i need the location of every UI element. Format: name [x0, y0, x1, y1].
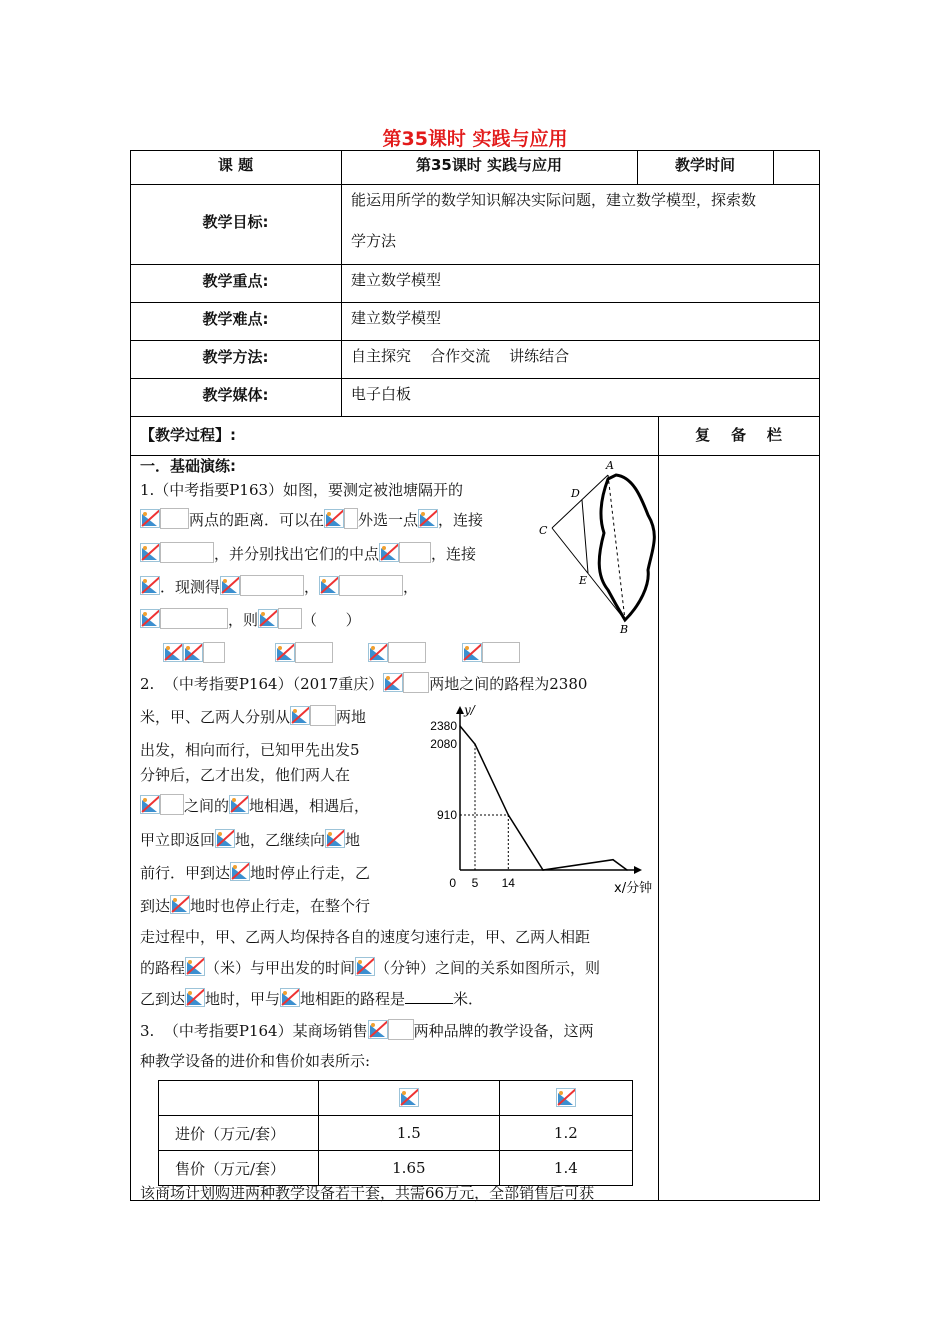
label-e: E — [579, 574, 588, 587]
q2-line2: 米，甲、乙两人分别从 两地 — [140, 701, 366, 734]
q2-line9: 走过程中，甲、乙两人均保持各自的速度匀速行走，甲、乙两人相距 — [140, 928, 591, 946]
formula-image-icon — [140, 509, 160, 528]
table-rule — [341, 150, 342, 416]
segment-ab — [608, 475, 625, 620]
label-c: C — [539, 524, 548, 537]
q2-line3: 出发，相向而行，已知甲先出发5 — [140, 741, 360, 759]
y-axis-arrow — [456, 706, 464, 714]
method-label: 教学方法: — [202, 348, 269, 366]
formula-image-icon — [140, 795, 160, 814]
formula-image-icon — [258, 609, 278, 628]
formula-image-icon — [140, 543, 160, 562]
segment-de — [582, 500, 588, 573]
formula-image-icon — [280, 988, 300, 1007]
formula-image-icon — [140, 609, 160, 628]
q3-line2: 种教学设备的进价和售价如表所示: — [140, 1052, 371, 1070]
q3-line1: 3. （中考指要P164）某商场销售 两种品牌的教学设备，这两 — [140, 1015, 594, 1048]
table-rule — [130, 264, 820, 265]
key-point-label: 教学重点: — [202, 272, 269, 290]
side-heading: 复 备 栏 — [695, 426, 782, 444]
formula-image-icon — [229, 795, 249, 814]
goal-value-line1: 能运用所学的数学知识解决实际问题，建立数学模型，探索数 — [351, 191, 757, 209]
cell-value: 1.65 — [319, 1151, 500, 1186]
data-point — [612, 859, 614, 861]
formula-image-icon — [556, 1088, 576, 1107]
option-b-image-icon — [275, 643, 295, 662]
option-d-image-icon — [462, 643, 482, 662]
table-corner-cell — [159, 1081, 319, 1116]
formula-image-icon — [215, 829, 235, 848]
formula-image-icon — [290, 706, 310, 725]
goal-label: 教学目标: — [202, 213, 269, 231]
formula-image-icon — [399, 1088, 419, 1107]
subject-label: 课 题 — [217, 156, 254, 174]
answer-blank[interactable] — [405, 989, 453, 1004]
media-value: 电子白板 — [351, 385, 412, 403]
q2-line5: 之间的 地相遇，相遇后， — [140, 790, 369, 823]
data-point — [542, 869, 544, 871]
option-c-image-icon — [368, 643, 388, 662]
option-a-image-icon — [163, 643, 183, 662]
key-point-value: 建立数学模型 — [351, 271, 442, 289]
brand-b-header — [499, 1081, 632, 1116]
table-rule — [130, 378, 820, 379]
formula-image-icon — [324, 509, 344, 528]
y-tick-label: 910 — [436, 807, 457, 822]
label-d: D — [571, 487, 580, 500]
formula-image-icon — [368, 1020, 388, 1039]
media-label: 教学媒体: — [202, 386, 269, 404]
q2-line1: 2. （中考指要P164）（2017重庆） 两地之间的路程为2380 — [140, 668, 587, 701]
x-tick-label: 14 — [501, 876, 515, 890]
formula-image-icon — [220, 576, 240, 595]
section-heading: 一．基础演练: — [140, 457, 236, 475]
formula-image-icon — [319, 576, 339, 595]
cell-value: 1.5 — [319, 1116, 500, 1151]
formula-image-icon — [325, 829, 345, 848]
table-rule — [130, 302, 820, 303]
formula-image-icon — [185, 988, 205, 1007]
formula-image-icon — [170, 895, 190, 914]
data-point — [626, 869, 628, 871]
table-header-row — [159, 1081, 633, 1116]
label-a: A — [606, 459, 614, 472]
cell-value: 1.4 — [499, 1151, 632, 1186]
y-axis-label: y/ — [464, 703, 475, 717]
q1-line4: ．现测得 ， ， — [140, 571, 418, 604]
label-b: B — [620, 623, 629, 636]
table-rule — [130, 340, 820, 341]
x-axis-arrow — [634, 866, 642, 874]
formula-image-icon — [355, 957, 375, 976]
origin-label: 0 — [449, 876, 456, 890]
q1-options — [163, 638, 520, 671]
formula-image-icon — [418, 509, 438, 528]
distance-time-chart — [422, 702, 658, 896]
table-border — [130, 150, 820, 151]
row-label: 进价（万元/套） — [159, 1116, 319, 1151]
q3-line3: 该商场计划购进两种教学设备若干套，共需66万元，全部销售后可获 — [140, 1184, 595, 1202]
q2-line6: 甲立即返回 地，乙继续向 地 — [140, 831, 361, 849]
table-border — [819, 150, 820, 1200]
time-label: 教学时间 — [674, 156, 735, 174]
subject-value: 第35课时 实践与应用 — [415, 156, 563, 174]
goal-value-line2: 学方法 — [351, 232, 397, 250]
table-rule — [130, 184, 820, 185]
segment-cb — [552, 528, 625, 620]
q2-line8: 到达 地时也停止行走，在整个行 — [140, 897, 371, 915]
pond-figure — [530, 455, 660, 637]
y-tick-label: 2380 — [430, 719, 457, 734]
q1-line2: 两点的距离．可以在 外选一点 ，连接 — [140, 504, 483, 537]
cell-value: 1.2 — [499, 1116, 632, 1151]
y-tick-label: 2080 — [430, 737, 457, 752]
q2-line11: 乙到达 地时，甲与 地相距的路程是 米． — [140, 990, 484, 1008]
difficulty-label: 教学难点: — [202, 310, 269, 328]
q1-line5: ，则 （ ） — [140, 604, 361, 637]
table-row — [159, 1116, 633, 1151]
segment-ca — [552, 475, 608, 528]
formula-image-icon — [140, 576, 160, 595]
process-heading: 【教学过程】: — [140, 426, 236, 444]
formula-image-icon — [379, 543, 399, 562]
x-axis-label: x/分钟 — [614, 881, 653, 896]
series-line — [460, 726, 627, 870]
formula-image-icon — [230, 862, 250, 881]
table-rule — [130, 416, 820, 417]
price-table — [158, 1080, 633, 1186]
data-point — [459, 725, 461, 727]
q2-line10: 的路程 （米）与甲出发的时间 （分钟）之间的关系如图所示，则 — [140, 959, 601, 977]
formula-image-icon — [185, 957, 205, 976]
q2-line4: 分钟后，乙才出发，他们两人在 — [140, 766, 351, 784]
brand-a-header — [319, 1081, 500, 1116]
q2-line7: 前行．甲到达 地时停止行走，乙 — [140, 864, 371, 882]
row-label: 售价（万元/套） — [159, 1151, 319, 1186]
page-title: 第35课时 实践与应用 — [382, 128, 568, 150]
q1-line3: ，并分别找出它们的中点 ，连接 — [140, 538, 476, 571]
table-rule — [773, 150, 774, 184]
method-value: 自主探究 合作交流 讲练结合 — [351, 347, 570, 365]
difficulty-value: 建立数学模型 — [351, 309, 442, 327]
q1-line1: 1.（中考指要P163）如图，要测定被池塘隔开的 — [140, 481, 464, 499]
x-tick-label: 5 — [471, 876, 479, 890]
formula-image-icon — [383, 673, 403, 692]
